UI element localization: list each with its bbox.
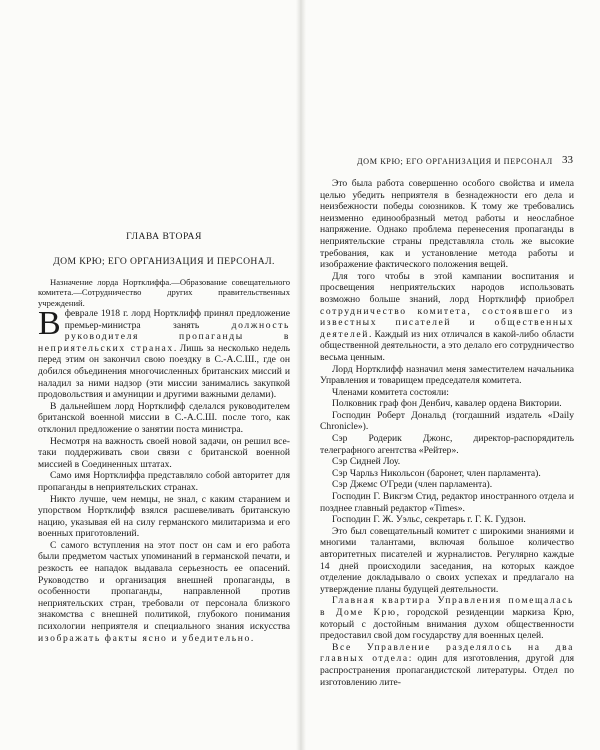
list-item: Сэр Родерик Джонс, директор-распорядитель телеграфного агентства «Рейтер». — [320, 433, 574, 456]
paragraph: Для того чтобы в этой кампании воспитания и просвещения неприятельских народов использовать возможно больше знаний, лорд Нортклифф приобрел сотрудничество комитета, состоявшего из известных писателей и общественных деятелей. Каждый из них отличался в какой-либо области общественной деятельности, а это делало его сотрудничество весьма ценным. — [320, 270, 574, 363]
list-item: Господин Г. Викгэм Стид, редактор иностранного отдела и позднее главный редактор «Times». — [320, 491, 574, 514]
chapter-heading: ГЛАВА ВТОРАЯ — [126, 231, 202, 242]
paragraph: Никто лучше, чем немцы, не знал, с каким старанием и упорством Нортклифф взялся расшевеливать британскую нацию, указывая ей на силу германского милитаризма и его военных приготовлений. — [38, 493, 290, 540]
drop-cap: В — [38, 305, 61, 342]
paragraph: Само имя Нортклиффа представляло собой авторитет для пропаганды в неприятельских странах. — [38, 470, 290, 493]
right-page — [302, 0, 600, 750]
paragraph: Это была работа совершенно особого свойства и имела целью убедить неприятеля в безнадежности его дела и неизбежности победы союзников. К тому же требовались неизменно единообразный метод работы и неослабное напряжение. Однако проблема перенесения пропаганды в неприятельские страны представляла столь же высокие требования, как и установление метода работы и изображение фактического положения вещей. — [320, 178, 574, 271]
list-item: Сэр Сидней Лоу. — [332, 456, 401, 468]
chapter-abstract: Назначение лорда Нортклиффа.—Образование совещательного комитета.—Сотрудничество других правительственных учреждений. — [38, 277, 290, 308]
left-page — [0, 0, 298, 750]
paragraph: Это был совещательный комитет с широкими знаниями и многими талантами, включая большое количество авторитетных писателей и журналистов. Регулярно каждые 14 дней происходили заседания, на которых каждое отделение докладывало о своих успехах и предлагало на утверждение планы будущей деятельности. — [320, 525, 574, 595]
paragraph: Главная квартира Управления помещалась в Доме Крю, городской резиденции маркиза Крю, который с достойным внимания духом общественности предоставил свой дом государству для военных целей. — [320, 595, 574, 642]
paragraph: Вфеврале 1918 г. лорд Нортклифф принял предложение премьер-министра занять должность руководителя пропаганды в неприятельских странах. Лишь за несколько недель перед этим он закончил свою поездку в С.-А.С.Ш., где он добился объединения многочисленных британских миссий и наладил за ними надзор (эти миссии занимались закупкой продовольствия и амуниции и другими важными делами). — [38, 305, 290, 401]
list-item: Сэр Джемс О'Греди (член парламента). — [332, 479, 493, 491]
paragraph: Членами комитета состояли: — [332, 386, 449, 398]
paragraph: В дальнейшем лорд Нортклифф сделался руководителем британской военной миссии в С.-А.С.Ш. после того, как отклонил предложение о занятии поста министра. — [38, 400, 290, 435]
list-item: Сэр Чарльз Никольсон (баронет, член парламента). — [332, 467, 541, 479]
paragraph: С самого вступления на этот пост он сам и его работа были предметом частых упоминаний в германской печати, и резкость ее нападок выдавала серьезность ее опасений. Руководство и организация внешней пропаганды, в особенности пропаганды, направленной против неприятельских стран, требовали от персонала близкого знакомства с внешней политикой, глубокого понимания психологии неприятеля и специального знания искусства изображать факты ясно и убедительно. — [38, 539, 290, 644]
page-number: 33 — [562, 154, 573, 166]
left-page-body — [38, 305, 290, 644]
right-page-body — [320, 178, 574, 688]
list-item: Господин Г. Ж. Уэльс, секретарь г. Г. К. Гудзон. — [332, 514, 526, 526]
paragraph: Лорд Нортклифф назначил меня заместителем начальника Управления и товарищем председателя комитета. — [320, 363, 574, 387]
paragraph: Все Управление разделялось на два главных отдела: один для изготовления, другой для распространения пропагандистской литературы. Отдел по изготовлению лите- — [320, 641, 574, 688]
running-head: ДОМ КРЮ; ЕГО ОРГАНИЗАЦИЯ И ПЕРСОНАЛ — [357, 157, 553, 166]
list-item: Полковник граф фон Денбич, кавалер ордена Виктории. — [332, 398, 562, 410]
chapter-title: ДОМ КРЮ; ЕГО ОРГАНИЗАЦИЯ И ПЕРСОНАЛ. — [53, 256, 275, 267]
list-item: Господин Роберт Дональд (тогдашний издатель «Daily Chronicle»). — [320, 409, 574, 433]
paragraph: Несмотря на важность своей новой задачи, он решил все-таки поддерживать свои связи с британской военной миссией в Соединенных штатах. — [38, 435, 290, 470]
